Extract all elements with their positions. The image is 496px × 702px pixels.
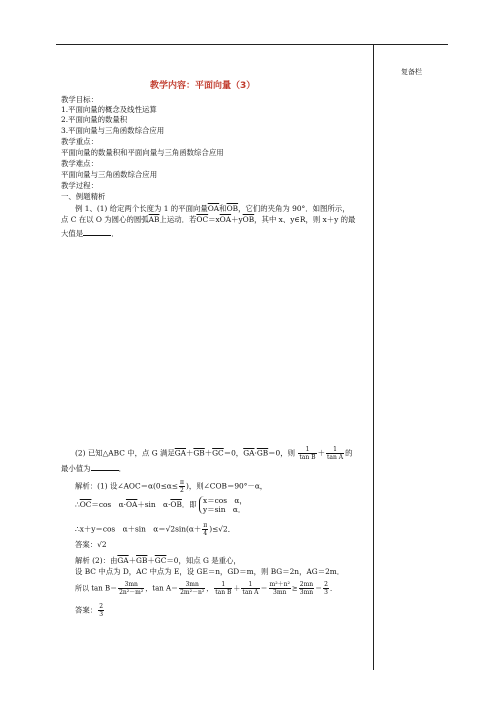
top-rule — [56, 44, 448, 45]
key-heading: 教学重点： — [61, 137, 98, 146]
example-1-line-2: 点 C 在以 O 为圆心的圆弧$\overline{AB}$上运动．若$\overline{OC}=x\overline{OA}+y\overline{OB}$，其中 x、y∈R，则 x＋y 的最 — [61, 215, 356, 224]
key-point: 平面向量的数量积和平面向量与三角函数综合应用 — [61, 148, 224, 157]
answer-blank-2 — [91, 462, 119, 471]
solution-2-line-2: 设 BC 中点为 D，AC 中点为 E，设 GE＝n，GD＝m，则 BG＝2n，AG＝2m． — [75, 567, 345, 576]
goal-2: 2.平面向量的数量积 — [61, 115, 128, 124]
goals-heading: 教学目标： — [61, 95, 98, 104]
goal-1: 1.平面向量的概念及线性运算 — [61, 105, 157, 114]
process-heading: 教学过程： — [61, 181, 98, 190]
example-2-line-2: 最小值为 ． — [61, 464, 126, 473]
goal-3: 3.平面向量与三角函数综合应用 — [61, 126, 165, 135]
solution-2-line-1: 解析 (2)：由$\overline{GA}+\overline{GB}+\overline{GC}=0$，知点 G 是重心， — [75, 556, 241, 565]
difficulty-point: 平面向量与三角函数综合应用 — [61, 170, 158, 179]
page-title: 教学内容：平面向量（3） — [150, 81, 256, 91]
solution-1-line-2: $\therefore\overline{OC}=\cos$ $\alpha\cdot\overline{OA}+\sin$ $\alpha\cdot\overline{OB}$．即 x＝cos α， y＝sin α． — [75, 496, 247, 514]
sidebar-label: 复备栏 — [401, 68, 422, 76]
difficulty-heading: 教学难点： — [61, 159, 98, 168]
margin-divider — [373, 44, 374, 670]
example-2-line-1: (2) 已知△ABC 中，点 G 满足$\overline{GA}+\overline{GB}+\overline{GC}=0$，$\overline{GA}\cdot\overline{GB}=0$，则 $\frac{1}{\text{tan B}}$ ＋ $\frac{1}{\text{tan A}}$ 的 — [75, 446, 353, 461]
answer-2: 答案： $\frac{2}{3}$ — [75, 603, 104, 618]
solution-2-line-3: 所以 tan B＝ $\frac{3mn}{\text{2n²－m²}}$ ，tan A＝ $\frac{3mn}{\text{2m²－n²}}$ ， $\frac{1}{\text{tan B}}$ ＋ $\frac{1}{\text{tan A}}$ ＝ $\frac{\text{m²＋n²}}{3mn}$ ≥ $\frac{2mn}{3mn}$ ＝ $\frac{2}{3}$ ． — [75, 581, 337, 596]
section-heading: 一、例题精析 — [61, 192, 106, 201]
answer-1: 答案：√2 — [75, 540, 107, 549]
solution-1-line-3: ∴x＋y＝cos α＋sin α＝√2sin(α＋ $\frac{\pi}{4}$ )≤√2． — [75, 522, 236, 537]
equation-system: x＝cos α， y＝sin α． — [199, 496, 247, 514]
solution-1-line-1: 解析：(1) 设∠AOC＝α(0≤α≤ $\frac{\pi}{2}$ )，则∠COB＝90°－α， — [75, 479, 268, 494]
example-1-line-1: 例 1、(1) 给定两个长度为 1 的平面向量$\overline{OA}$和$\overline{OB}$，它们的夹角为 90°．如图所示， — [75, 204, 350, 213]
example-1-line-3: 大值是 ． — [61, 229, 119, 238]
answer-blank — [83, 227, 111, 236]
